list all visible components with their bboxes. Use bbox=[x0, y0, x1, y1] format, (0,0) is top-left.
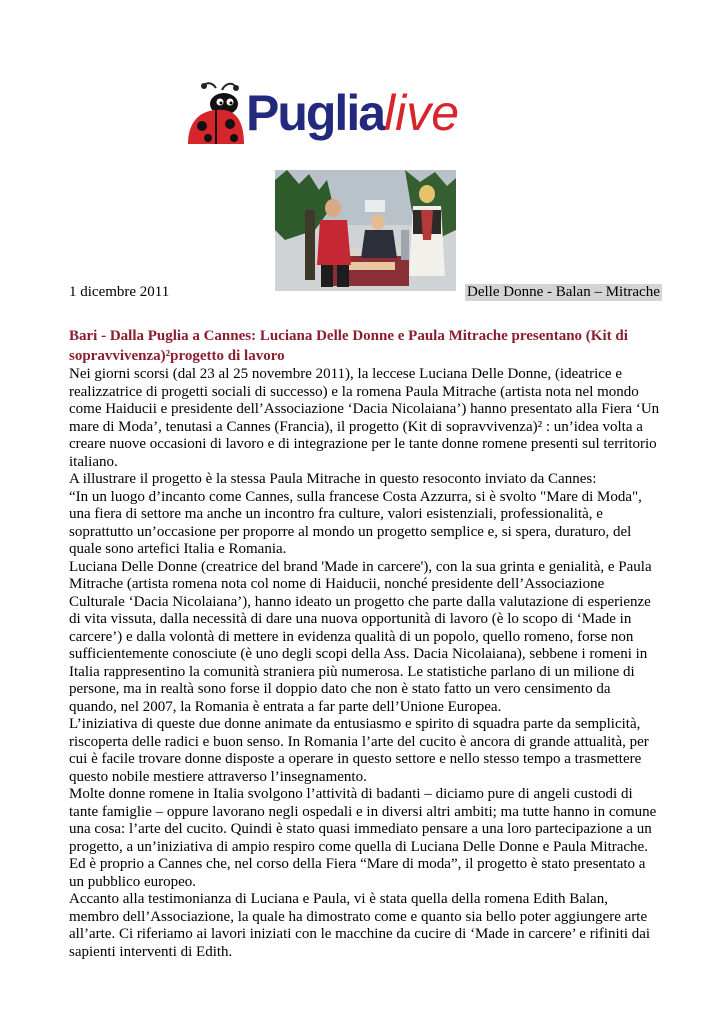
article-body bbox=[69, 366, 661, 961]
ladybug-icon bbox=[186, 80, 246, 146]
publish-date: 1 dicembre 2011 bbox=[69, 284, 170, 300]
article-paragraph: Accanto alla testimonianza di Luciana e Paula, vi è stata quella della romena Edith Balan, membro dell’Associazione, la quale ha dimostrato come e quanto sia bello poter aggiungere arte all’arte. Ci riferiamo ai lavori iniziati con le macchine da cucire di ‘Made in carcere’ e rifiniti dai sapienti interventi di Edith. bbox=[69, 891, 651, 960]
article-paragraph: Molte donne romene in Italia svolgono l’attività di badanti – diciamo pure di angeli custodi di tante famiglie – oppure lavorano negli ospedali e in diversi altri ambiti; ma tutte hanno in comune una cosa: l’arte del cucito. Quindi è stato quasi immediato pensare a una loro partecipazione a un progetto, a un’iniziativa di ampio respiro come quella di Luciana Delle Donne e Paula Mitrache. Ed è proprio a Cannes che, nel corso della Fiera “Mare di moda”, il progetto è stato presentato a un pubblico europeo. bbox=[69, 786, 657, 890]
article-paragraph: Nei giorni scorsi (dal 23 al 25 novembre 2011), la leccese Luciana Delle Donne, (ideatrice e realizzatrice di progetti sociali di successo) e la romena Paula Mitrache (artista nota nel mondo come Haiducii e presidente dell’Associazione ‘Dacia Nicolaiana’) hanno presentato alla Fiera ‘Un mare di Moda’, tenutasi a Cannes (Francia), il progetto (Kit di sopravvivenza)² : un’idea volta a creare nuove occasioni di lavoro e di integrazione per le tante donne romene presenti sul territorio italiano. bbox=[69, 366, 660, 470]
article-paragraph: L’iniziativa di queste due donne animate da entusiasmo e spirito di squadra parte da semplicità, riscoperta delle radici e buon senso. In Romania l’arte del cucito è ancora di grande attualità, per cui è facile trovare donne disposte a operare in questo settore e nello stesso tempo a trasmettere questo nobile mestiere attraverso l’insegnamento. bbox=[69, 716, 649, 785]
puglialive-logo[interactable] bbox=[186, 80, 486, 146]
article-paragraph: A illustrare il progetto è la stessa Paula Mitrache in questo resoconto inviato da Cannes: bbox=[69, 471, 597, 487]
article-names-highlight: Delle Donne - Balan – Mitrache bbox=[467, 284, 660, 300]
article-paragraph: Luciana Delle Donne (creatrice del brand 'Made in carcere'), con la sua grinta e genialità, e Paula Mitrache (artista romena nota col nome di Haiducii, nonché presidente dell’Associazione Culturale ‘Dacia Nicolaiana’), hanno ideato un progetto che parte dalla valutazione di esperienze di vita vissuta, dalla necessità di dare una nuova opportunità di lavoro (è lo scopo di ‘Made in carcere’) e dalla volontà di mettere in evidenza qualità di un popolo, quello romeno, forse non sufficientemente conosciute (è uno degli scopi della Ass. Dacia Nicolaiana), sebbene i romeni in Italia rappresentino la comunità straniera più numerosa. Le statistiche parlano di un milione di persone, ma in realtà sono forse il doppio dato che non è stato fatto un vero censimento da quando, nel 2007, la Romania è entrata a far parte dell’Unione Europea. bbox=[69, 558, 652, 715]
logo-wordmark: Puglialive bbox=[246, 85, 460, 141]
photo-three-women-icon bbox=[275, 170, 456, 291]
article-title: Bari - Dalla Puglia a Cannes: Luciana Delle Donne e Paula Mitrache presentano (Kit di sopravvivenza)²progetto di lavoro bbox=[69, 328, 628, 364]
article-photo bbox=[275, 170, 456, 291]
article-paragraph: “In un luogo d’incanto come Cannes, sulla francese Costa Azzurra, si è svolto "Mare di Moda", una fiera di settore ma anche un incontro fra culture, valori esistenziali, professionalità, e soprattutto un’occasione per proporre al mondo un progetto semplice e, si spera, duraturo, del quale sono artefici Italia e Romania. bbox=[69, 488, 642, 557]
